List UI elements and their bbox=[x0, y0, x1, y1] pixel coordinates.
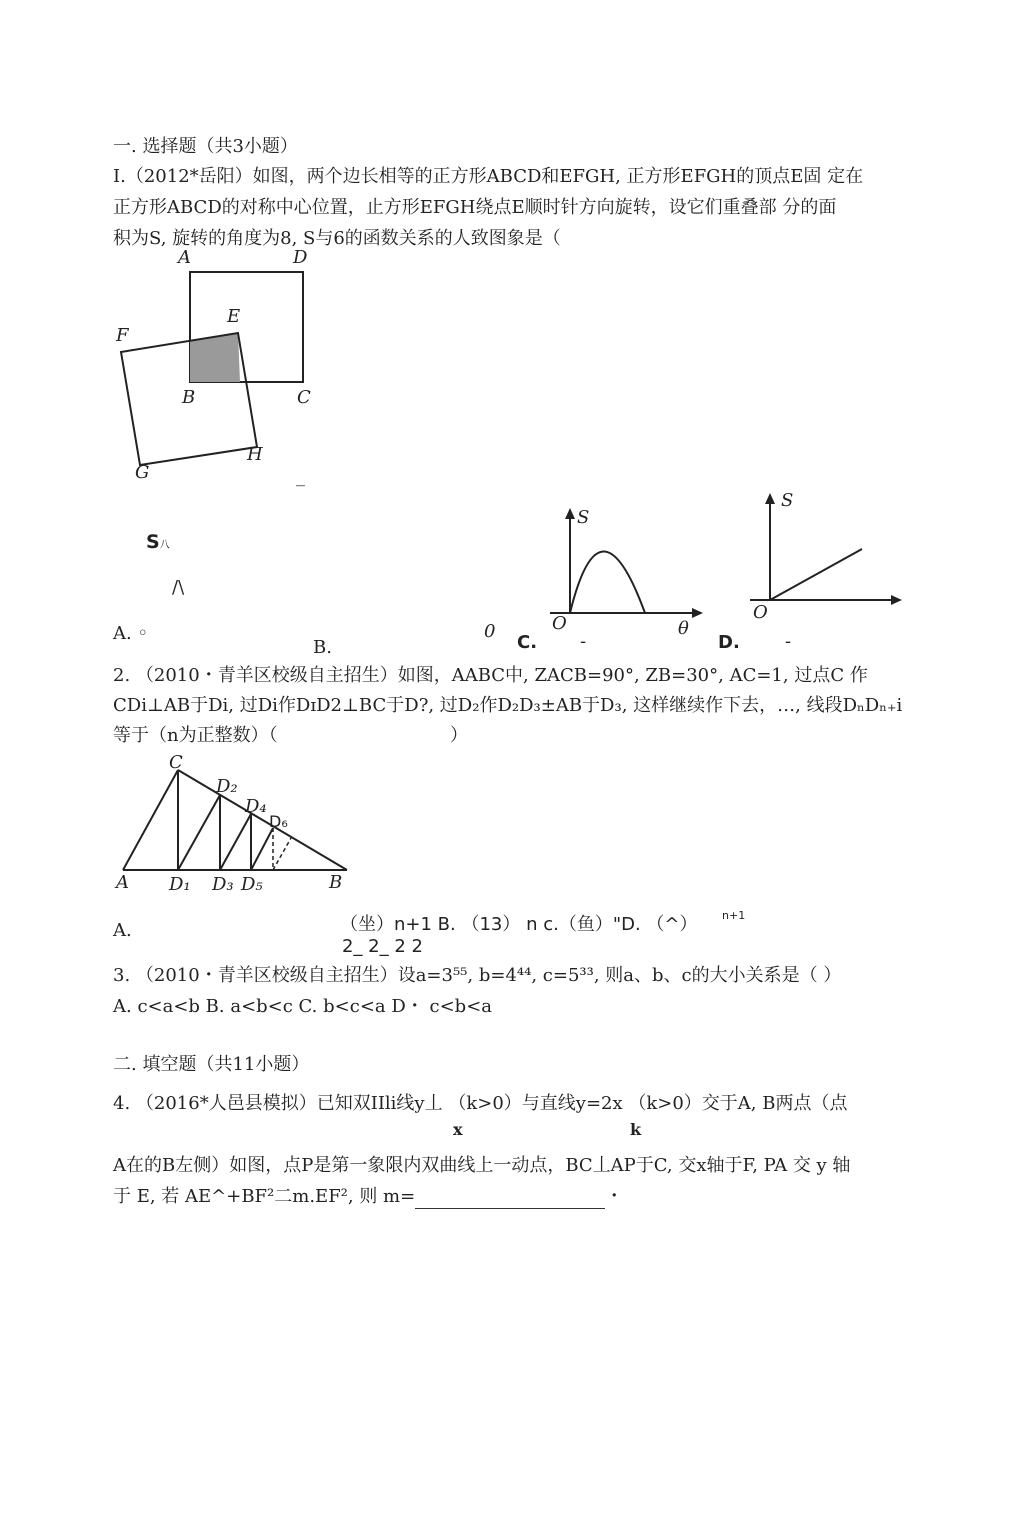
q2-line2: CDi⊥AB于Di, 过Di作DɪD2⊥BC于D?, 过D₂作D₂D₃±AB于D₃, 这样继续作下去，…, 线段DₙDₙ₊i bbox=[113, 695, 903, 716]
q2-label-D2: D₂ bbox=[216, 776, 238, 797]
q4-line1: 4. （2016*人邑县模拟）已知双IIli线y丄 （k>0）与直线y=2x （k>0）交于A, B两点（点 bbox=[113, 1093, 848, 1114]
q2-label-D1: D₁ bbox=[169, 874, 191, 895]
q4-line3-end: ・ bbox=[605, 1186, 624, 1207]
q1-label-G: G bbox=[135, 462, 150, 483]
q2-options-sup: n+1 bbox=[722, 909, 746, 922]
q1-label-C: C bbox=[297, 387, 311, 408]
q1-optC-dash: - bbox=[580, 631, 587, 652]
q1-line3: 积为S, 旋转的角度为8, S与6的函数关系的人致图象是（ bbox=[113, 228, 561, 249]
q1-optB-label: B. bbox=[313, 637, 332, 658]
q2-line1: 2. （2010・青羊区校级自主招生）如图，AABC中, ZACB=90°, ZB=30°, AC=1, 过点C 作 bbox=[113, 665, 868, 686]
section-heading-fill: 二. 填空题（共11小题） bbox=[113, 1054, 310, 1075]
q1-label-dash: _ bbox=[296, 466, 305, 487]
q1-label-D: D bbox=[293, 247, 308, 268]
q1-label-B: B bbox=[182, 387, 196, 408]
q4-frac-x: x bbox=[453, 1120, 463, 1139]
q1-optC-label: C. bbox=[517, 632, 538, 653]
q2-label-D6: D₆ bbox=[269, 812, 288, 831]
q2-label-B: B bbox=[329, 872, 343, 893]
q2-label-D5: D₅ bbox=[241, 874, 263, 895]
q1-optA-label: A. ◦ bbox=[113, 623, 149, 644]
q4-answer-blank bbox=[415, 1190, 605, 1209]
q2-line3b: ） bbox=[450, 725, 468, 746]
q1-label-H: H bbox=[247, 444, 263, 465]
q2-options-bottom: 2_ 2_ 2 2 bbox=[342, 936, 423, 957]
q2-label-A: A bbox=[116, 872, 129, 893]
q3-line1: 3. （2010・青羊区校级自主招生）设a=3⁵⁵, b=4⁴⁴, c=5³³, 则a、b、c的大小关系是（ ） bbox=[113, 965, 842, 986]
section-heading-choice: 一. 选择题（共3小题） bbox=[113, 136, 298, 157]
q1-optD-graph bbox=[745, 490, 915, 630]
q1-optC-s: S bbox=[577, 507, 590, 528]
q1-optD-dash: - bbox=[785, 631, 792, 652]
q2-line3a: 等于（n为正整数）（ bbox=[113, 725, 278, 746]
q1-optD-origin: O bbox=[753, 602, 768, 623]
q1-label-F: F bbox=[116, 325, 129, 346]
q2-options-line: （坐）n+1 B. （13） n c.（鱼）"D. （^） bbox=[340, 914, 698, 935]
q2-label-D4: D₄ bbox=[245, 796, 267, 817]
q1-label-A: A bbox=[178, 247, 191, 268]
q1-optD-label: D. bbox=[718, 632, 740, 653]
q4-line3-text: 于 E, 若 AE^+BF²二m.EF², 则 m= bbox=[113, 1186, 416, 1207]
q2-optA-label: A. bbox=[113, 920, 132, 941]
q1-optD-s: S bbox=[781, 490, 794, 511]
q1-line1: I.（2012*岳阳）如图，两个边长相等的正方形ABCD和EFGH, 正方形EFGH的顶点E固 定在 bbox=[113, 166, 864, 187]
q2-label-D3: D₃ bbox=[212, 874, 234, 895]
q2-label-C: C bbox=[169, 752, 183, 773]
q3-line2: A. c<a<b B. a<b<c C. b<c<a D・ c<b<a bbox=[113, 996, 493, 1017]
q1-squares-figure bbox=[100, 255, 320, 495]
q4-frac-k: k bbox=[630, 1120, 642, 1139]
q4-line3 bbox=[113, 1185, 623, 1209]
q1-line2: 正方形ABCD的对称中心位置，止方形EFGH绕点E顺时针方向旋转，设它们重叠部 分的面 bbox=[113, 197, 837, 218]
q1-optC-theta: θ bbox=[678, 618, 689, 639]
q1-optC-origin: O bbox=[552, 613, 567, 634]
q1-zero-label: 0 bbox=[484, 621, 496, 642]
q1-optA-mark: /\ bbox=[172, 577, 185, 598]
q1-optA-s: S八 bbox=[146, 531, 170, 553]
q1-label-E: E bbox=[227, 306, 241, 327]
q4-line2: A在的B左侧）如图，点P是第一象限内双曲线上一动点，BC丄AP于C, 交x轴于F, PA 交 y 轴 bbox=[113, 1155, 851, 1176]
